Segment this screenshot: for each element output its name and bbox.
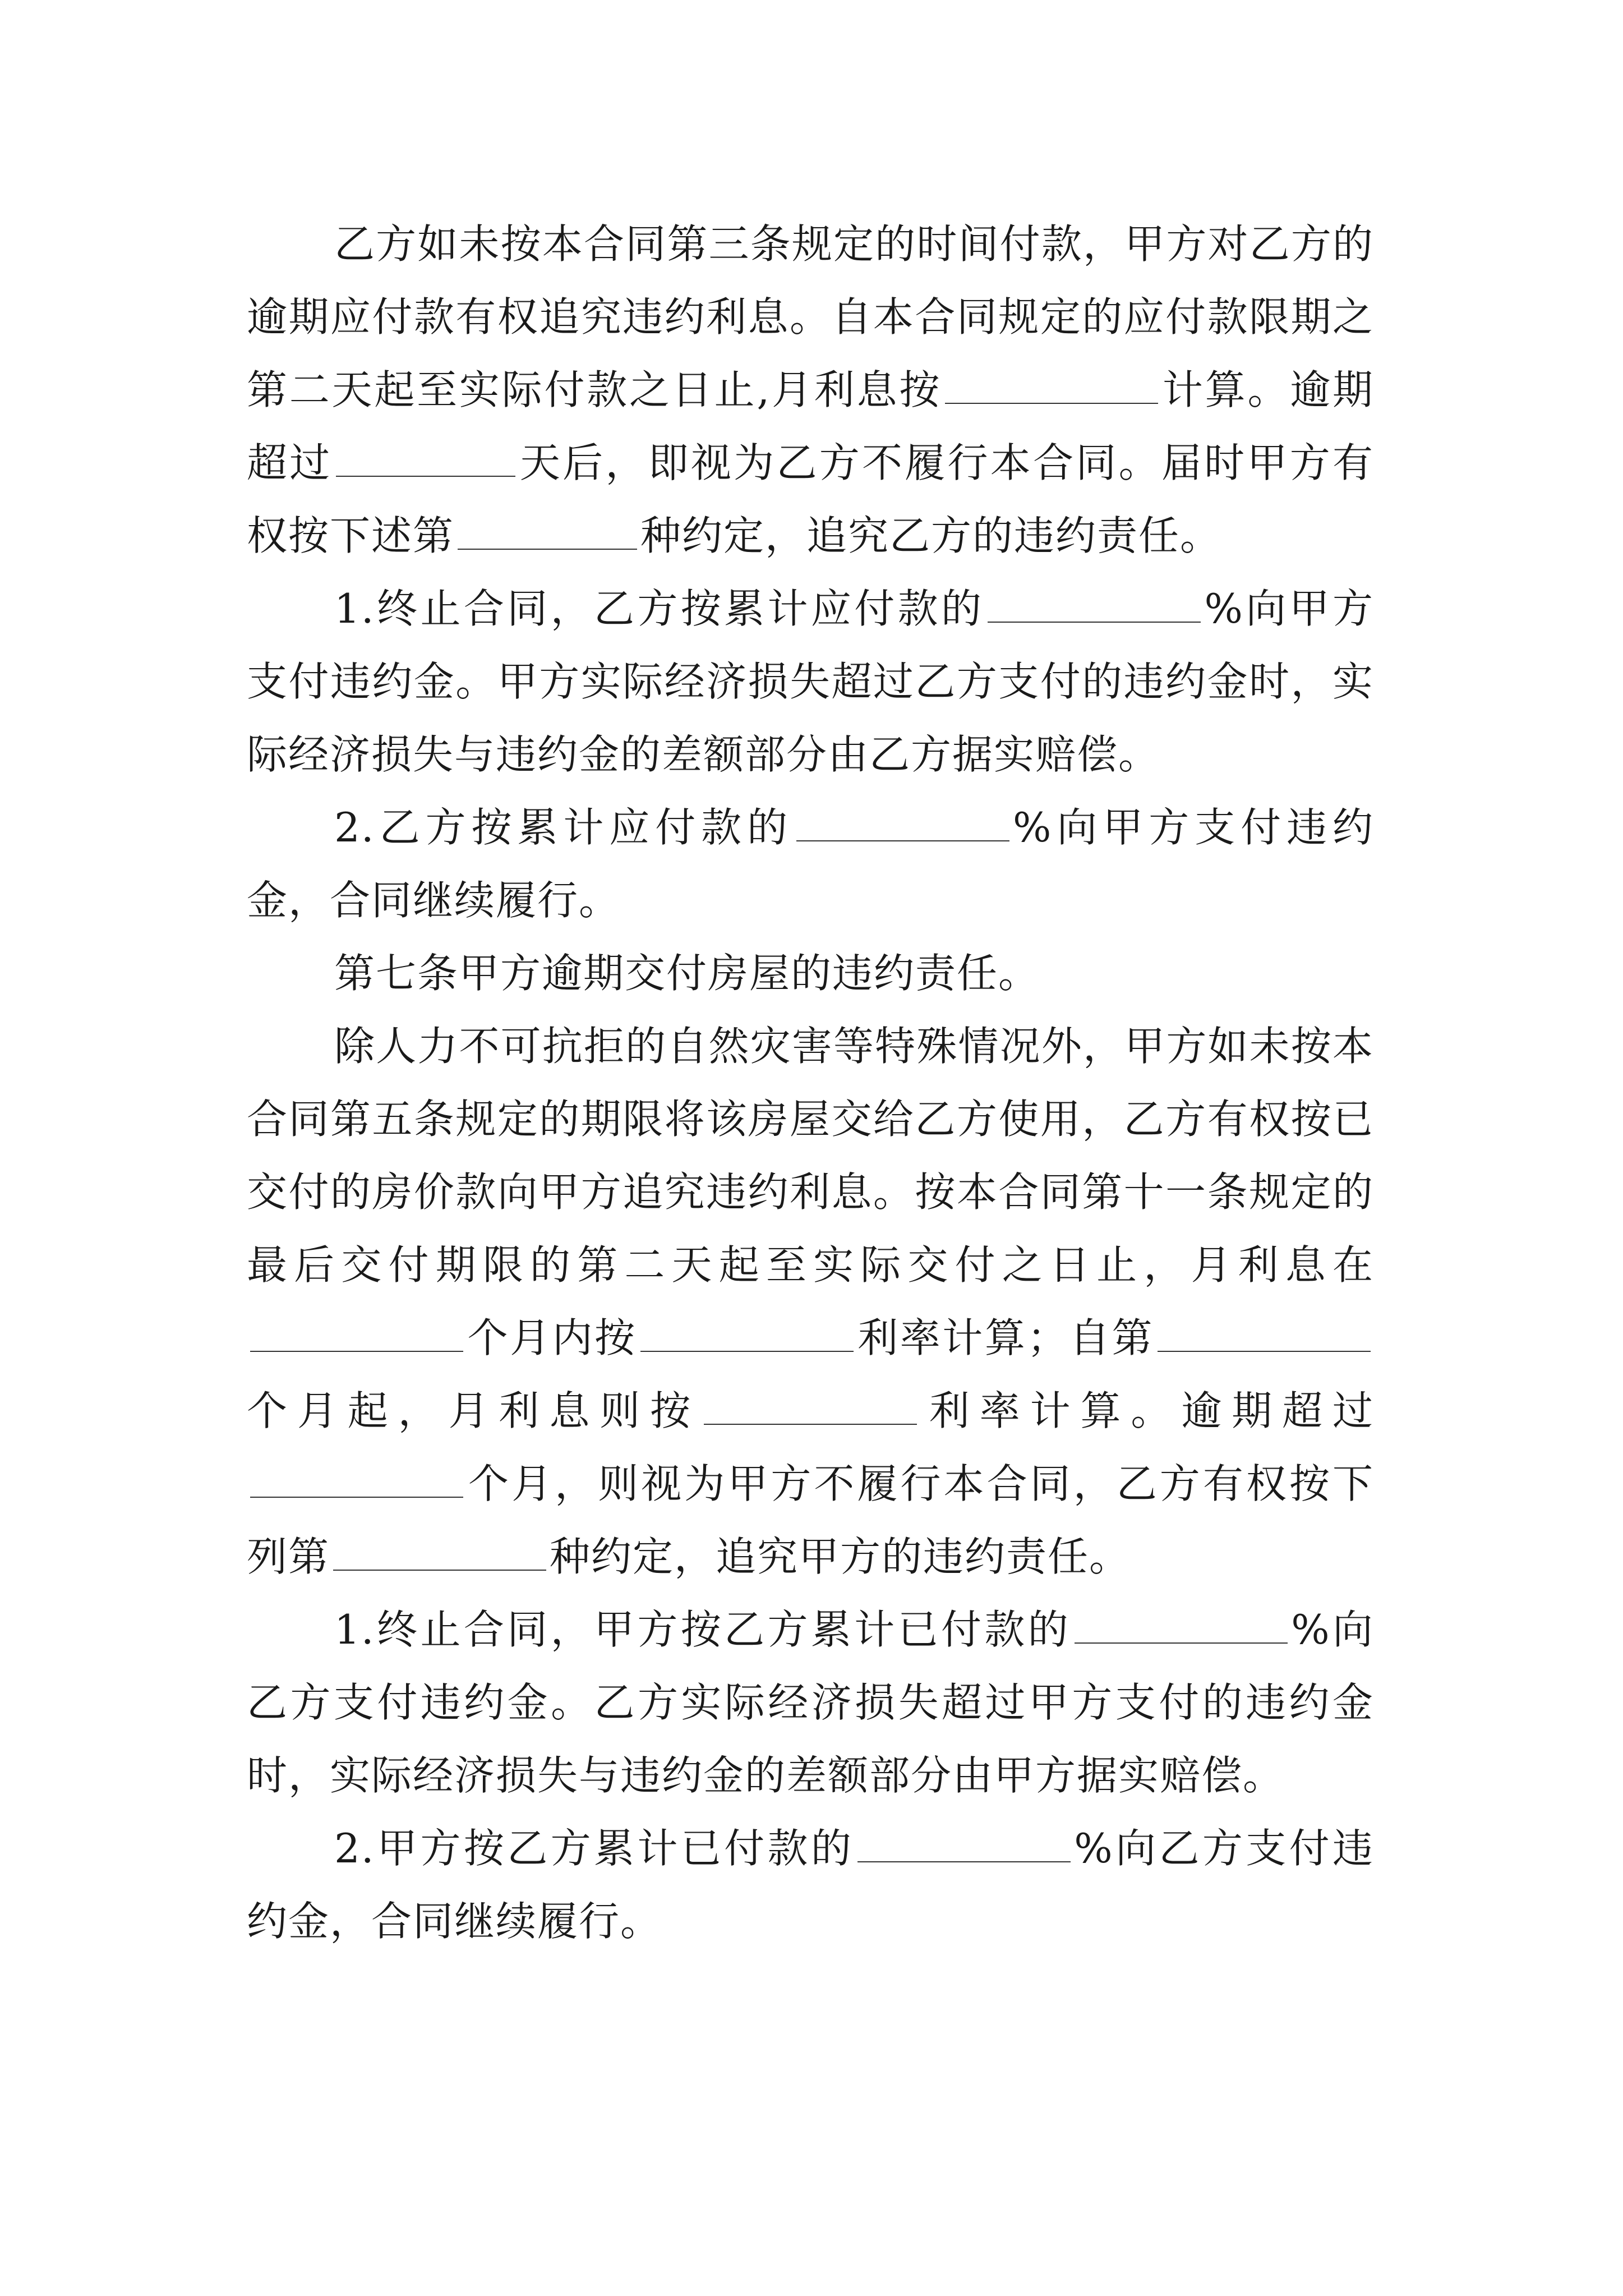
paragraph-p4 [247, 937, 1374, 1010]
fill-in-blank [250, 1463, 463, 1498]
fill-in-blank [945, 369, 1158, 404]
paragraph-text: %向乙方支付违约金，合同继续履行。 [247, 1825, 1374, 1945]
fill-in-blank [988, 588, 1201, 623]
paragraph-p6 [247, 1593, 1374, 1812]
paragraph-text: 除人力不可抗拒的自然灾害等特殊情况外，甲方如未按本合同第五条规定的期限将该房屋交给乙方使用，乙方有权按已交付的房价款向甲方追究违约利息。按本合同第十一条规定的最后交付期限的第二天起至实际交付之日止，月利息在 [247, 1023, 1374, 1289]
paragraph-text: 种约定，追究乙方的违约责任。 [640, 512, 1222, 559]
paragraph-p2 [247, 572, 1374, 791]
paragraph-text: %向甲方支付违约金。甲方实际经济损失超过乙方支付的违约金时，实际经济损失与违约金的差额部分由乙方据实赔偿。 [247, 585, 1374, 778]
fill-in-blank [796, 807, 1009, 841]
fill-in-blank [336, 442, 515, 477]
paragraph-text: 1.终止合同，甲方按乙方累计已付款的 [334, 1606, 1072, 1653]
paragraph-text: 1.终止合同，乙方按累计应付款的 [334, 585, 985, 632]
fill-in-blank [704, 1390, 917, 1425]
fill-in-blank [458, 515, 637, 550]
paragraph-text: 2.甲方按乙方累计已付款的 [334, 1825, 855, 1872]
paragraph-text: 乙方如未按本合同第三条规定的时间付款，甲方对乙方的逾期应付款有权追究违约利息。自本合同规定的应付款限期之第二天起至实际付款之日止,月利息按 [247, 220, 1374, 413]
paragraph-text: 个月，则视为甲方不履行本合同，乙方有权按下列第 [247, 1460, 1374, 1580]
paragraph-text: 利率计算。逾期超过 [920, 1387, 1374, 1434]
paragraph-p7 [247, 1812, 1374, 1958]
paragraph-text: 天后，即视为乙方不履行本合同。届时甲方有权按下述第 [247, 439, 1374, 559]
paragraph-text: 个月起，月利息则按 [247, 1387, 700, 1434]
paragraph-text: 利率计算；自第 [856, 1314, 1154, 1361]
paragraph-text: %向甲方支付违约金，合同继续履行。 [247, 804, 1374, 924]
fill-in-blank [1075, 1609, 1288, 1644]
fill-in-blank [640, 1317, 854, 1352]
fill-in-blank [1158, 1317, 1371, 1352]
fill-in-blank [333, 1536, 546, 1571]
paragraph-p5 [247, 1010, 1374, 1593]
paragraph-text: 个月内按 [467, 1314, 637, 1361]
paragraph-text: 第七条甲方逾期交付房屋的违约责任。 [334, 950, 1040, 997]
paragraph-text: 计算。逾期超过 [247, 366, 1374, 486]
paragraph-p3 [247, 791, 1374, 937]
document-body [247, 208, 1374, 1958]
paragraph-text: 2.乙方按累计应付款的 [334, 804, 794, 851]
paragraph-text: %向乙方支付违约金。乙方实际经济损失超过甲方支付的违约金时，实际经济损失与违约金的差额部分由甲方据实赔偿。 [247, 1606, 1374, 1799]
paragraph-p1 [247, 208, 1374, 572]
paragraph-text: 种约定，追究甲方的违约责任。 [550, 1533, 1131, 1580]
fill-in-blank [857, 1828, 1071, 1862]
fill-in-blank [250, 1317, 463, 1352]
